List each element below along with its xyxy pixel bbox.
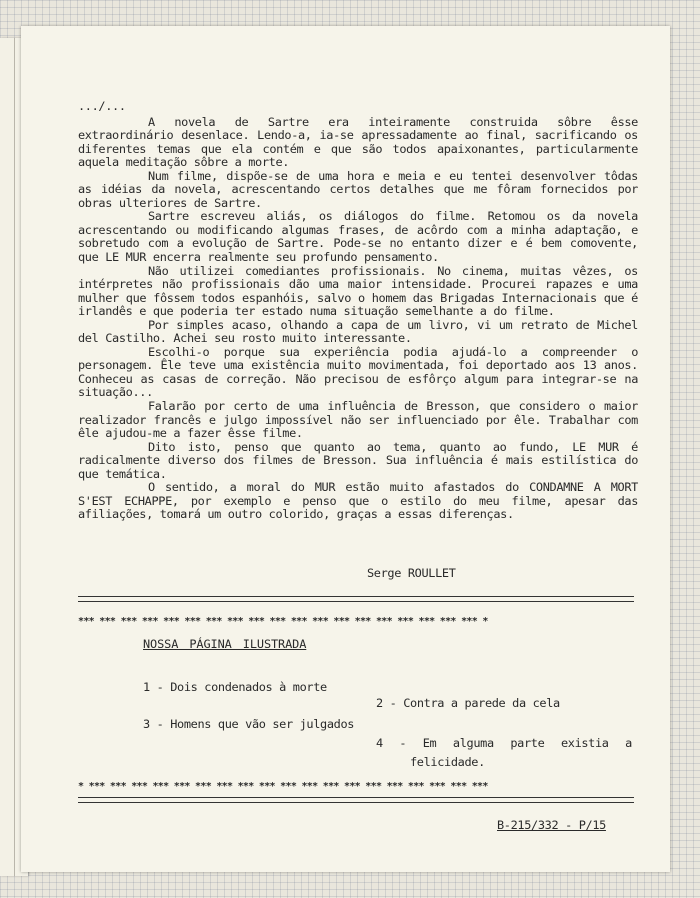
paragraph-7: Falarão por certo de uma influência de Bresson, que considero o maior realizador francês e julgo impossível não ser influenciado por êle. Trabalhar com êle ajudou-me a fazer êsse filme. [78, 399, 638, 441]
caption-item-1: 1 - Dois condenados à morte [143, 680, 327, 694]
caption-item-3: 3 - Homens que vão ser julgados [143, 717, 355, 731]
double-rule-bottom-2 [78, 802, 634, 803]
continuation-mark: .../... [78, 99, 126, 113]
caption-item-2: 2 - Contra a parede da cela [376, 696, 560, 710]
paragraph-8: Dito isto, penso que quanto ao tema, quanto ao fundo, LE MUR é radicalmente diverso dos filmes de Bresson. Sua influência é mais estilística do que temática. [78, 439, 638, 481]
paragraph-6: Escolhi-o porque sua experiência podia ajudá-lo a compreender o personagem. Êle teve uma existência muito movimentada, foi deportado aos 13 anos. Conheceu as casas de correção. Não precisou de esfôrço algum para integrar-se na situação... [78, 344, 638, 400]
signature: Serge ROULLET [367, 566, 456, 580]
page-fold-line [14, 38, 15, 876]
article-body [78, 100, 638, 522]
document-reference-code: B-215/332 - P/15 [497, 818, 606, 832]
paragraph-2: Num filme, dispõe-se de uma hora e meia e eu tentei desenvolver tôdas as idéias da novela, acrescentando certos detalhes que me fôram fornecidos por obras ulteriores de Sartre. [78, 168, 638, 210]
double-rule-bottom-1 [78, 797, 634, 798]
double-rule-top-1 [78, 596, 634, 597]
paragraph-4: Não utilizei comediantes profissionais. No cinema, muitas vêzes, os intérpretes não profissionais dão uma maior intensidade. Procurei rapazes e uma mulher que fôssem todos espanhóis, salvo o homem das Brigadas Internacionais que é irlandês e que poderia ter estado numa situação semelhante a do filme. [78, 263, 638, 319]
caption-item-4-continued: felicidade. [410, 755, 485, 769]
caption-item-4: 4 - Em alguma parte existia a [376, 736, 632, 750]
paragraph-9: O sentido, a moral do MUR estão muito afastados do CONDAMNE A MORT S'EST ECHAPPE, por exemplo e penso que o estilo do meu filme, apesar das afiliações, tomará um outro colorido, graças a essas diferenças. [78, 480, 638, 522]
paragraph-1: A novela de Sartre era inteiramente construida sôbre êsse extraordinário desenlace. Lendo-a, ia-se apressadamente ao final, sacrificando os diferentes temas que ela contém e que são todos apaixonantes, particularmente aquela meditação sôbre a morte. [78, 114, 638, 170]
star-separator-top: *** *** *** *** *** *** *** *** *** *** *** *** *** *** *** *** *** *** *** * [78, 616, 488, 627]
paragraph-3: Sartre escreveu aliás, os diálogos do filme. Retomou os da novela acrescentando ou modificando algumas frases, de acôrdo com a minha adaptação, e sobretudo com a evolução de Sartre. Pode-se no entanto dizer e é bem comovente, que LE MUR encerra realmente seu profundo pensamento. [78, 209, 638, 265]
star-separator-bottom: * *** *** *** *** *** *** *** *** *** *** *** *** *** *** *** *** *** *** *** [78, 781, 488, 792]
paragraph-5: Por simples acaso, olhando a capa de um livro, vi um retrato de Michel del Castilho. Achei seu rosto muito interessante. [78, 317, 638, 346]
illustrated-page-heading: NOSSA PÁGINA ILUSTRADA [143, 637, 307, 651]
double-rule-top-2 [78, 601, 634, 602]
